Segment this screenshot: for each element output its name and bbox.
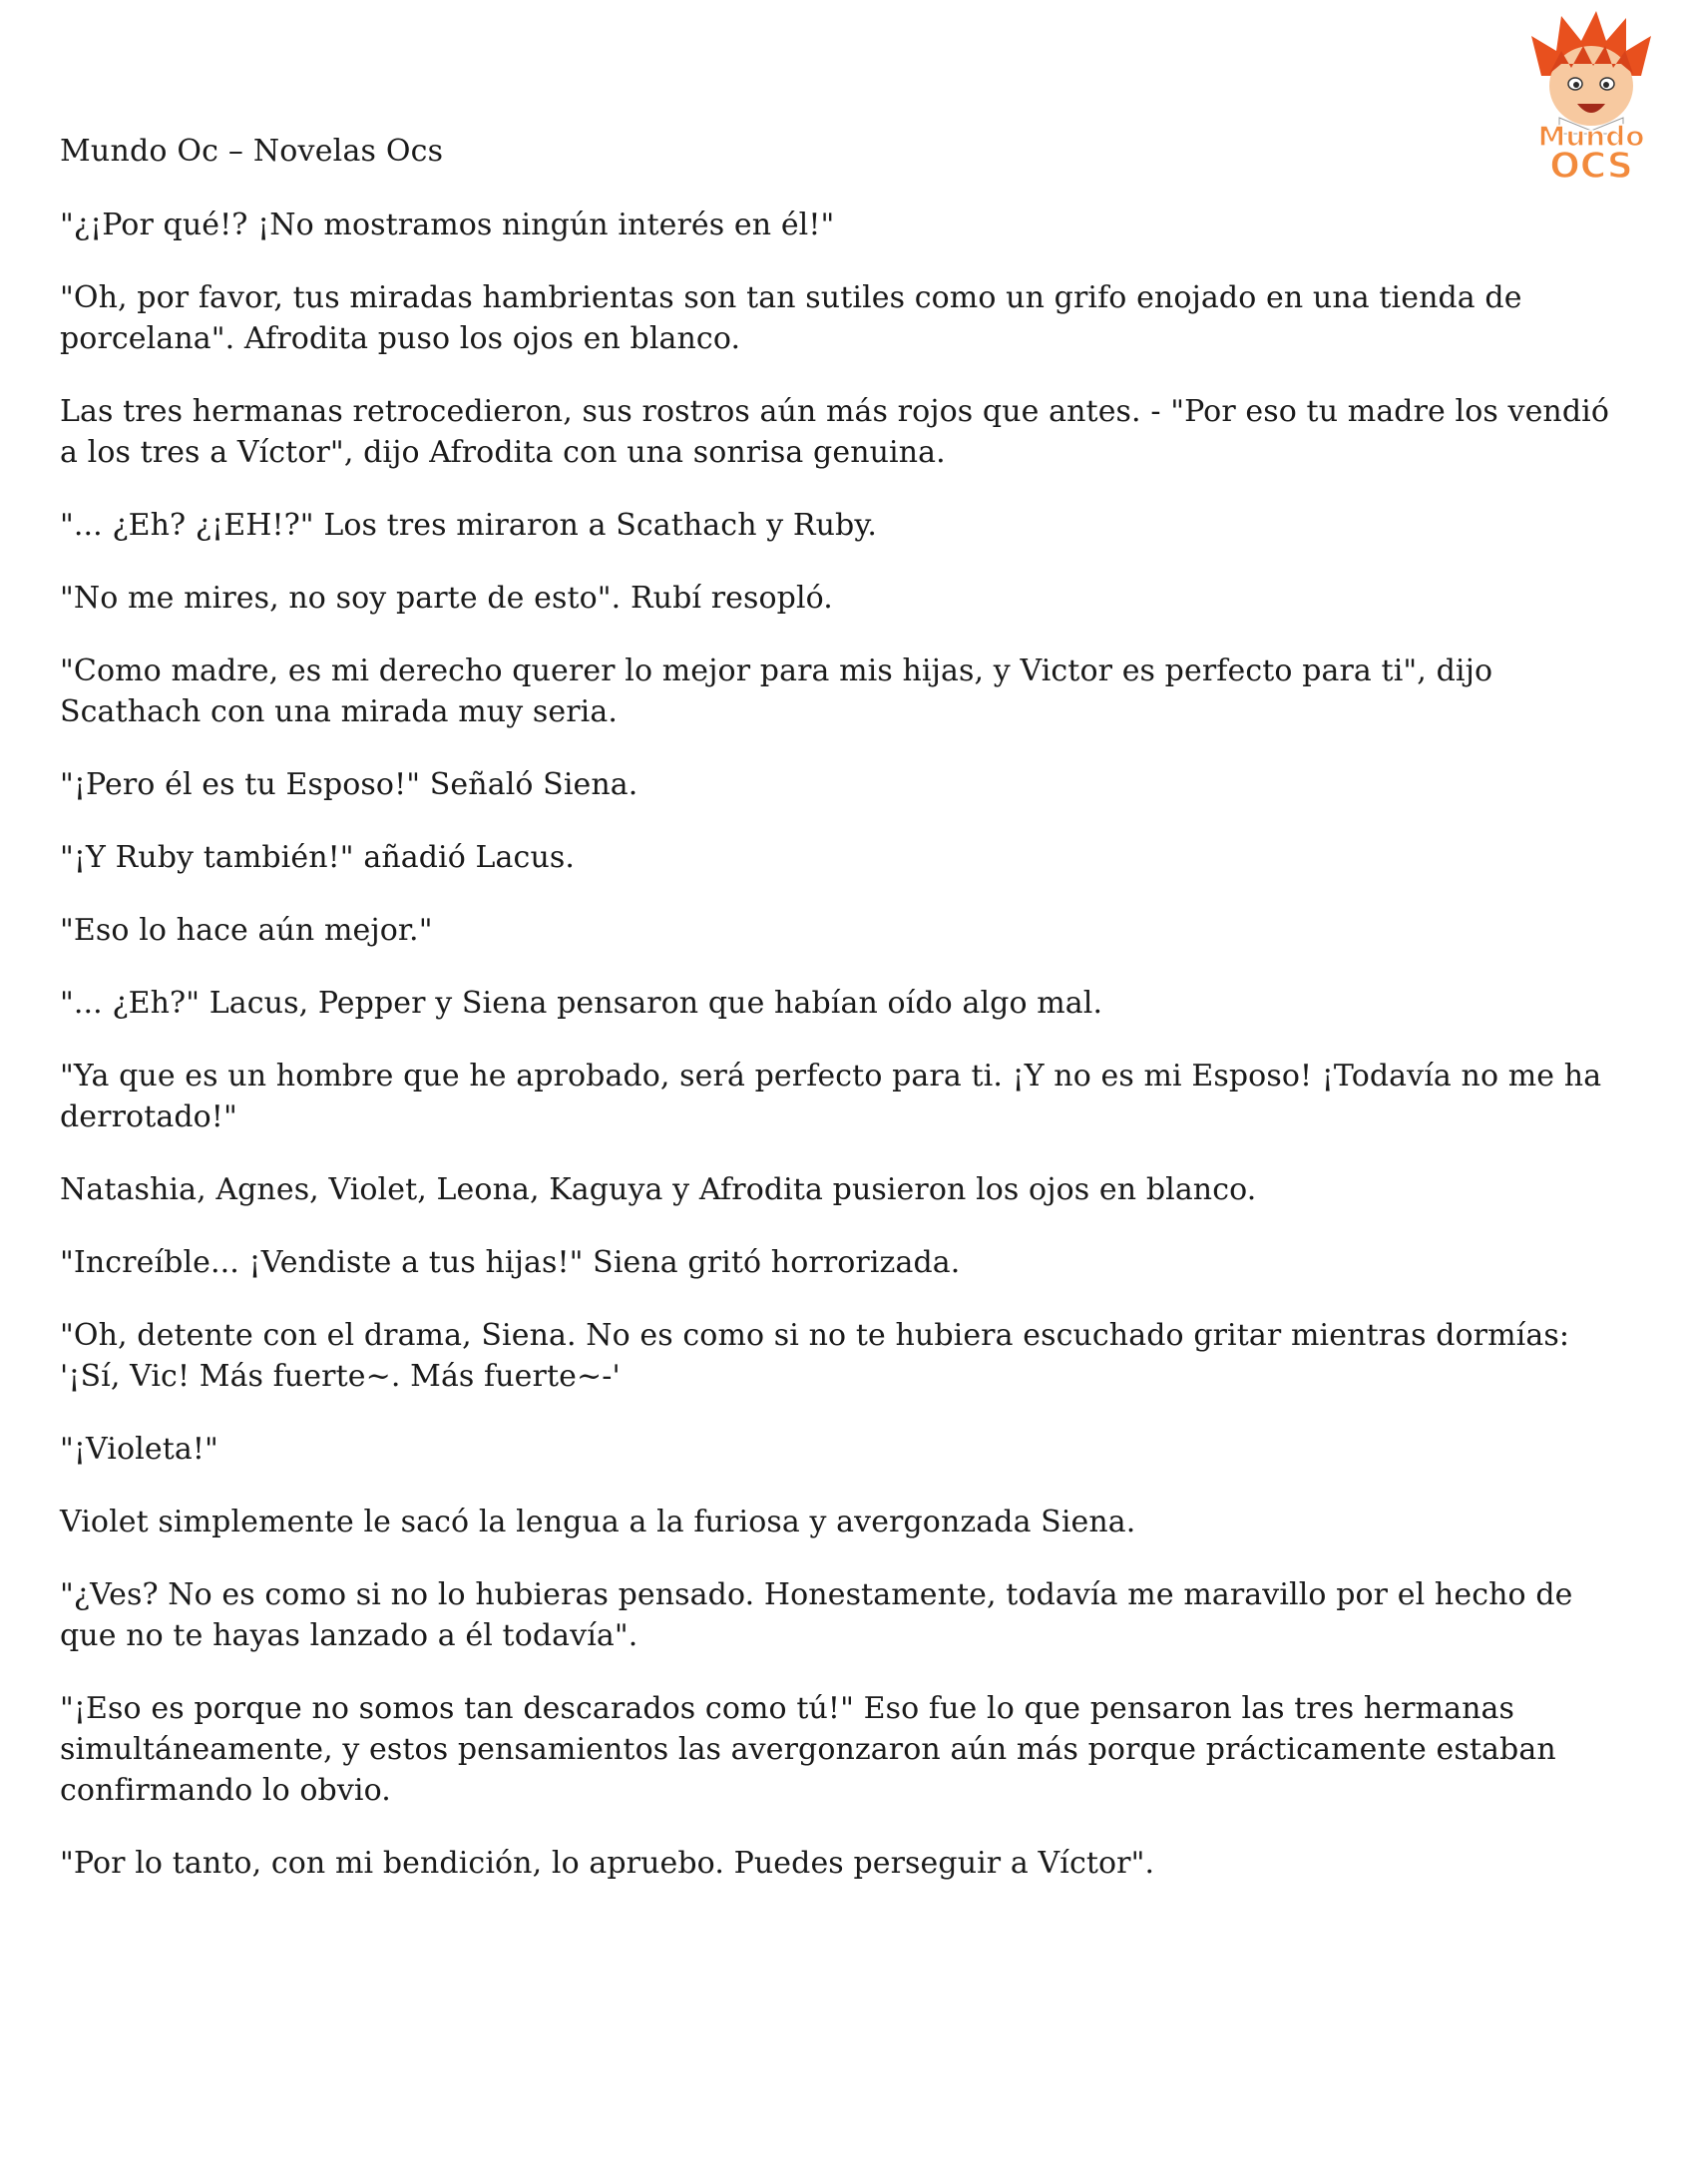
paragraph: "Eso lo hace aún mejor." [60, 913, 433, 948]
mundo-ocs-logo [1501, 6, 1681, 186]
svg-text:OCS: OCS [1549, 146, 1633, 186]
paragraph: "¡Eso es porque no somos tan descarados como tú!" Eso fue lo que pensaron las tres hermanas simultáneamente, y estos pensamientos las avergonzaron aún más porque prácticamente estaban confirmando lo obvio. [60, 1691, 1556, 1808]
paragraph: "Increíble... ¡Vendiste a tus hijas!" Siena gritó horrorizada. [60, 1245, 961, 1280]
paragraph: "... ¿Eh? ¿¡EH!?" Los tres miraron a Scathach y Ruby. [60, 508, 878, 543]
paragraph: Natashia, Agnes, Violet, Leona, Kaguya y Afrodita pusieron los ojos en blanco. [60, 1172, 1257, 1207]
document-header: Mundo Oc – Novelas Ocs [60, 134, 444, 169]
document-body [60, 205, 1636, 1916]
paragraph: "Por lo tanto, con mi bendición, lo apruebo. Puedes perseguir a Víctor". [60, 1846, 1155, 1881]
paragraph: "Oh, detente con el drama, Siena. No es como si no te hubiera escuchado gritar mientras dormías: '¡Sí, Vic! Más fuerte~. Más fuerte~-' [60, 1318, 1570, 1394]
paragraph: "¡Violeta!" [60, 1432, 218, 1467]
paragraph: "... ¿Eh?" Lacus, Pepper y Siena pensaron que habían oído algo mal. [60, 986, 1103, 1021]
paragraph: "¿Ves? No es como si no lo hubieras pensado. Honestamente, todavía me maravillo por el hecho de que no te hayas lanzado a él todavía". [60, 1577, 1573, 1653]
paragraph: "¡Y Ruby también!" añadió Lacus. [60, 840, 575, 875]
logo-graphic [1501, 6, 1681, 186]
paragraph: "¿¡Por qué!? ¡No mostramos ningún interés en él!" [60, 208, 835, 242]
svg-text:Mundo: Mundo [1537, 120, 1645, 153]
paragraph: "Como madre, es mi derecho querer lo mejor para mis hijas, y Victor es perfecto para ti", dijo Scathach con una mirada muy seria. [60, 654, 1493, 729]
paragraph: Las tres hermanas retrocedieron, sus rostros aún más rojos que antes. - "Por eso tu madre los vendió a los tres a Víctor", dijo Afrodita con una sonrisa genuina. [60, 394, 1610, 470]
paragraph: "No me mires, no soy parte de esto". Rubí resopló. [60, 581, 833, 616]
paragraph: "Oh, por favor, tus miradas hambrientas son tan sutiles como un grifo enojado en una tienda de porcelana". Afrodita puso los ojos en blanco. [60, 280, 1522, 356]
paragraph: "Ya que es un hombre que he aprobado, será perfecto para ti. ¡Y no es mi Esposo! ¡Todavía no me ha derrotado!" [60, 1059, 1602, 1134]
paragraph: "¡Pero él es tu Esposo!" Señaló Siena. [60, 767, 638, 802]
paragraph: Violet simplemente le sacó la lengua a la furiosa y avergonzada Siena. [60, 1505, 1136, 1539]
